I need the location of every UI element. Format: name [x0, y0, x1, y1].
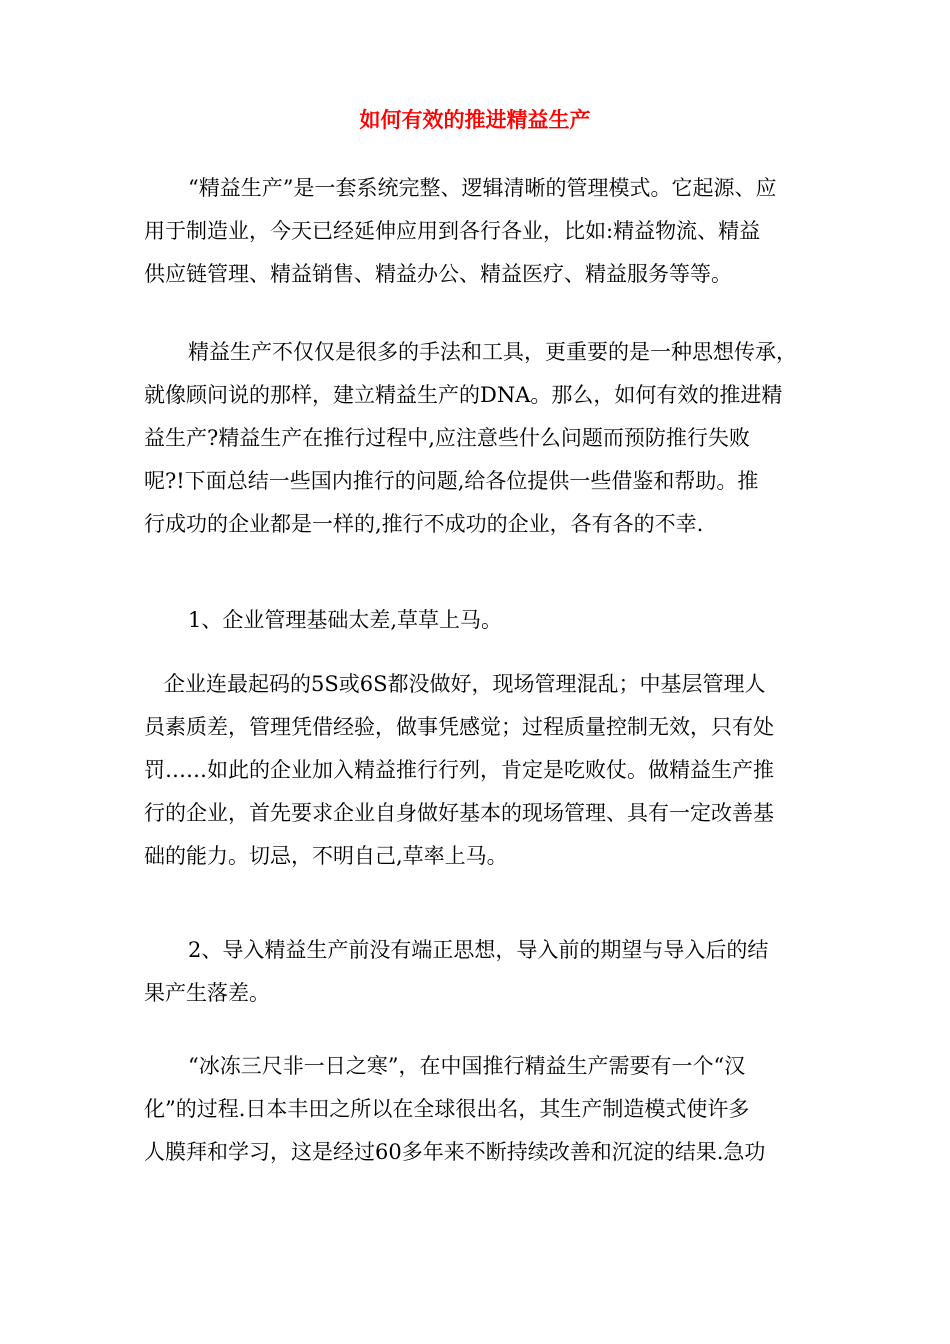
- text-line: 行成功的企业都是一样的,推行不成功的企业，各有各的不幸.: [144, 512, 704, 536]
- text-line: 呢?!下面总结一些国内推行的问题,给各位提供一些借鉴和帮助。推: [144, 469, 759, 493]
- text-line: 精益生产不仅仅是很多的手法和工具，更重要的是一种思想传承，: [188, 340, 797, 364]
- document-title: 如何有效的推进精益生产: [359, 107, 591, 132]
- text-line: 础的能力。切忌，不明自己,草率上马。: [144, 844, 508, 868]
- text-line: 益生产?精益生产在推行过程中,应注意些什么问题而预防推行失败: [144, 426, 750, 450]
- text-line: 人膜拜和学习，这是经过60多年来不断持续改善和沉淀的结果.急功: [144, 1140, 766, 1164]
- text-line: “冰冻三尺非一日之寒”，在中国推行精益生产需要有一个“汉: [188, 1054, 746, 1078]
- text-line: 员素质差，管理凭借经验，做事凭感觉；过程质量控制无效，只有处: [144, 715, 774, 739]
- paragraph-lean-thinking: [144, 331, 816, 546]
- paragraph-point-1: [144, 663, 816, 878]
- text-line: 供应链管理、精益销售、精益办公、精益医疗、精益服务等等。: [144, 262, 732, 286]
- heading-point-1: [144, 599, 816, 642]
- text-line: 用于制造业，今天已经延伸应用到各行各业，比如:精益物流、精益: [144, 219, 761, 243]
- text-line: 就像顾问说的那样，建立精益生产的DNA。那么，如何有效的推进精: [144, 383, 783, 407]
- paragraph-intro: [144, 167, 816, 296]
- text-line: 2、导入精益生产前没有端正思想，导入前的期望与导入后的结: [188, 938, 769, 962]
- paragraph-point-2: [144, 1045, 816, 1174]
- text-line: 化”的过程.日本丰田之所以在全球很出名，其生产制造模式使许多: [144, 1097, 750, 1121]
- text-line: 行的企业，首先要求企业自身做好基本的现场管理、具有一定改善基: [144, 801, 774, 825]
- text-line: 1、企业管理基础太差,草草上马。: [188, 608, 503, 632]
- heading-point-2: [144, 929, 816, 1015]
- text-line: 企业连最起码的5S或6S都没做好，现场管理混乱；中基层管理人: [164, 672, 766, 696]
- text-line: 果产生落差。: [144, 981, 270, 1005]
- text-line: “精益生产”是一套系统完整、逻辑清晰的管理模式。它起源、应: [188, 176, 777, 200]
- text-line: 罚……如此的企业加入精益推行行列，肯定是吃败仗。做精益生产推: [144, 758, 774, 782]
